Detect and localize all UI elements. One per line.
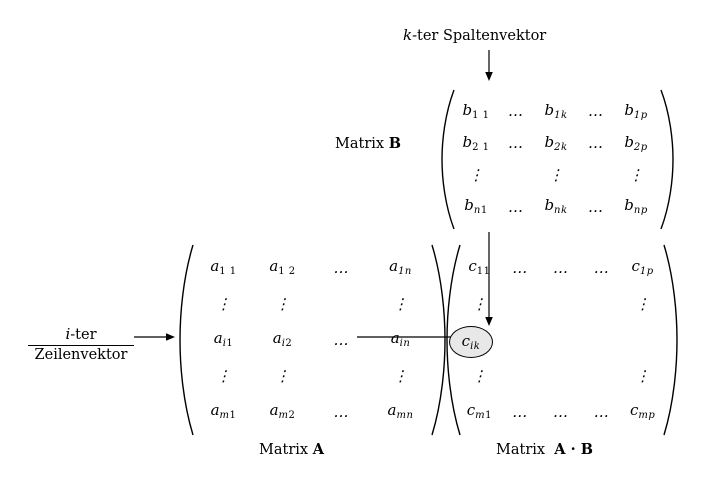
matrix-a-cell: $a_{1 1}$ (210, 257, 237, 277)
matrix-b-cell: $b_{2p}$ (624, 132, 648, 153)
matrix-a-vdots: ⋮ (393, 294, 408, 313)
matrix-b-cell: $b_{1 1}$ (462, 100, 490, 121)
cik-label: $c_{ik}$ (461, 332, 481, 352)
matrix-b-cell: $b_{1k}$ (544, 100, 568, 121)
matrix-a-cell: $a_{1 2}$ (269, 257, 296, 277)
highlighted-element-cik (449, 326, 493, 358)
matrix-b-vdots: ⋮ (548, 165, 564, 184)
row-vector-caption-line1 (28, 325, 134, 346)
matrix-a-cell: $a_{mn}$ (387, 401, 414, 421)
matrix-c-hdots: … (512, 402, 529, 421)
matrix-c-cell: $c_{m1}$ (466, 401, 493, 421)
matrix-b (456, 96, 656, 223)
matrix-ab-caption-name: A · B (554, 441, 593, 458)
row-vector-caption-italic: i (65, 325, 71, 343)
matrix-b-vdots: ⋮ (468, 165, 484, 184)
matrix-c-right-paren (661, 242, 679, 438)
matrix-a-cell: $a_{m2}$ (269, 401, 296, 421)
matrix-a-cell: $a_{in}$ (390, 329, 411, 349)
column-vector-caption (403, 26, 546, 44)
matrix-a-hdots: … (333, 402, 350, 421)
matrix-b-cell: $b_{1p}$ (624, 100, 648, 121)
matrix-c-hdots: … (552, 258, 569, 277)
matrix-a-cell: $a_{1n}$ (389, 257, 412, 277)
matrix-a-vdots: ⋮ (275, 294, 290, 313)
matrix-a-hdots: … (333, 258, 350, 277)
matrix-a-vdots: ⋮ (275, 366, 290, 385)
matrix-a-caption (259, 441, 324, 458)
matrix-c-hdots: … (512, 258, 529, 277)
matrix-b-caption-word: Matrix (335, 136, 385, 152)
matrix-c-hdots: … (593, 402, 610, 421)
matrix-c-vdots: ⋮ (635, 294, 651, 313)
matrix-a-cell: $a_{i2}$ (272, 329, 293, 349)
row-vector-caption-line2: Zeilenvektor (34, 347, 128, 364)
matrix-c-cell: $c_{1p}$ (631, 257, 654, 277)
matrix-a-vdots: ⋮ (216, 366, 231, 385)
matrix-a-cell: $a_{i1}$ (213, 329, 234, 349)
matrix-a-caption-word: Matrix (259, 442, 309, 458)
matrix-b-hdots: … (508, 197, 524, 216)
matrix-b-hdots: … (588, 134, 604, 153)
matrix-b-hdots: … (508, 134, 524, 153)
matrix-b-cell: $b_{nk}$ (544, 196, 568, 217)
arrow-right-to-a (134, 329, 176, 345)
matrix-c-vdots: ⋮ (471, 294, 487, 313)
column-vector-caption-italic: k (403, 26, 413, 44)
row-vector-caption-rest: -ter (70, 327, 97, 343)
matrix-c-cell: $c_{mp}$ (629, 401, 656, 421)
matrix-b-hdots: … (588, 102, 604, 121)
matrix-c-hdots: … (552, 402, 569, 421)
matrix-b-caption (335, 135, 401, 152)
matrix-c-vdots: ⋮ (635, 366, 651, 385)
matrix-b-caption-name: B (388, 135, 401, 152)
matrix-a-cell: $a_{m1}$ (210, 401, 237, 421)
matrix-b-vdots: ⋮ (628, 165, 644, 184)
matrix-b-cell: $b_{2 1}$ (462, 132, 490, 153)
arrow-down-to-b (481, 50, 497, 82)
matrix-c-cell: $c_{11}$ (468, 257, 491, 277)
matrix-ab-caption-word: Matrix (496, 442, 546, 458)
matrix-a-vdots: ⋮ (216, 294, 231, 313)
matrix-a-caption-name: A (312, 441, 324, 458)
matrix-a-vdots: ⋮ (393, 366, 408, 385)
matrix-b-left-paren (440, 88, 456, 231)
matrix-b-hdots: … (508, 102, 524, 121)
matrix-ab-caption (496, 441, 593, 458)
matrix-b-cell: $b_{n1}$ (464, 196, 488, 217)
matrix-a-hdots: … (333, 330, 350, 349)
column-vector-caption-rest: -ter Spaltenvektor (412, 28, 547, 44)
matrix-b-cell: $b_{2k}$ (544, 132, 568, 153)
matrix-c-vdots: ⋮ (471, 366, 487, 385)
matrix-b-hdots: … (588, 197, 604, 216)
matrix-b-right-paren (659, 88, 675, 231)
matrix-b-cell: $b_{np}$ (624, 196, 648, 217)
matrix-c-hdots: … (593, 258, 610, 277)
row-vector-caption (28, 325, 134, 364)
